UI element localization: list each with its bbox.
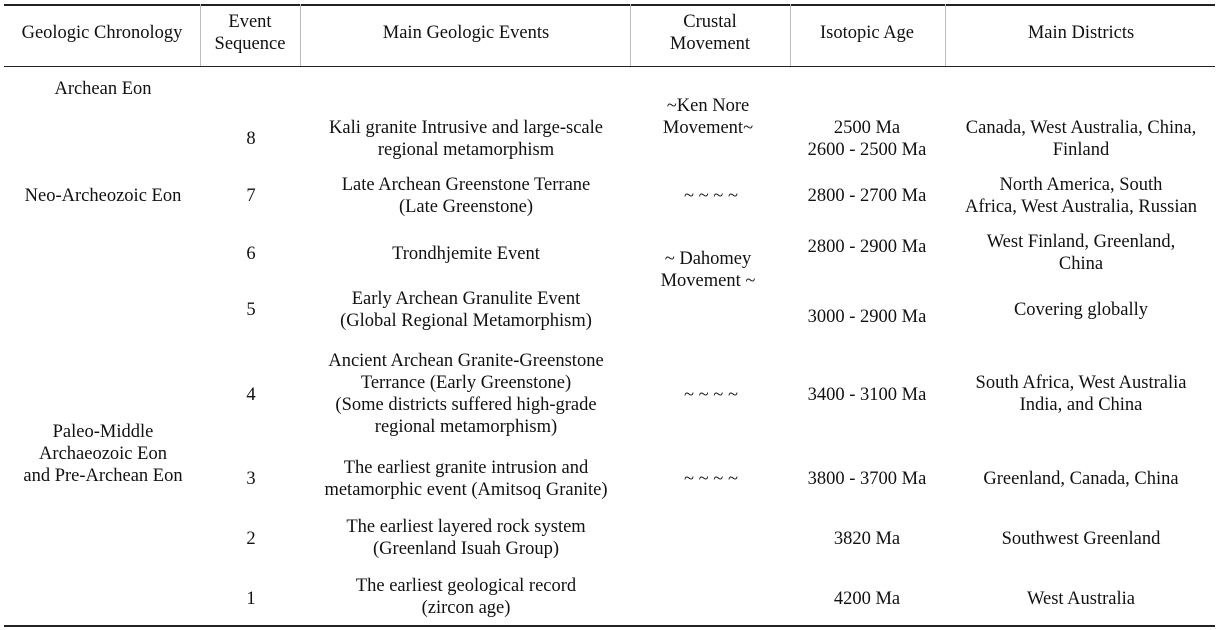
isotopic-age-cell: 2800 - 2700 Ma — [807, 186, 927, 206]
header-event-sequence: Event Sequence — [214, 12, 286, 54]
isotopic-age-cell: 3400 - 3100 Ma — [807, 385, 927, 405]
event-sequence-cell: 3 — [246, 469, 256, 489]
isotopic-age-cell: 2500 Ma 2600 - 2500 Ma — [807, 118, 927, 160]
table-header-rule — [4, 66, 1215, 67]
event-sequence-cell: 1 — [246, 589, 256, 609]
event-sequence-cell: 5 — [246, 300, 256, 320]
header-isotopic-age: Isotopic Age — [819, 23, 915, 43]
main-districts-cell: West Finland, Greenland, China — [986, 232, 1176, 274]
table-bottom-rule — [4, 625, 1215, 627]
movement-tilde-row-3: ~ ~ ~ ~ — [684, 469, 738, 489]
main-districts-cell: Southwest Greenland — [1001, 529, 1161, 549]
chronology-archean-eon: Archean Eon — [54, 79, 152, 99]
isotopic-age-cell: 3800 - 3700 Ma — [807, 469, 927, 489]
header-divider — [945, 4, 946, 66]
event-sequence-cell: 6 — [246, 244, 256, 264]
chronology-paleo-middle-archaeozoic-eon: Paleo-Middle Archaeozoic Eon and Pre-Archean Eon — [23, 422, 183, 486]
movement-dahomey: ~ Dahomey Movement ~ — [660, 249, 756, 291]
main-event-cell: Late Archean Greenstone Terrane (Late Greenstone) — [341, 175, 591, 217]
main-event-cell: The earliest layered rock system (Greenland Isuah Group) — [346, 517, 586, 559]
event-sequence-cell: 2 — [246, 529, 256, 549]
movement-tilde-row-7: ~ ~ ~ ~ — [684, 186, 738, 206]
main-districts-cell: North America, South Africa, West Australia, Russian — [965, 175, 1197, 217]
main-event-cell: The earliest geological record (zircon age) — [355, 576, 577, 618]
main-districts-cell: South Africa, West Australia India, and China — [975, 373, 1187, 415]
header-main-districts: Main Districts — [1027, 23, 1135, 43]
header-divider — [630, 4, 631, 66]
main-event-cell: Early Archean Granulite Event (Global Regional Metamorphism) — [340, 289, 592, 331]
main-districts-cell: Canada, West Australia, China, Finland — [965, 118, 1197, 160]
movement-ken-nore: ~Ken Nore Movement~ — [662, 96, 754, 138]
header-crustal-movement: Crustal Movement — [669, 12, 751, 54]
main-event-cell: Kali granite Intrusive and large-scale regional metamorphism — [329, 118, 603, 160]
movement-tilde-row-4: ~ ~ ~ ~ — [684, 385, 738, 405]
header-divider — [300, 4, 301, 66]
main-districts-cell: West Australia — [1027, 589, 1135, 609]
header-divider — [200, 4, 201, 66]
chronology-neo-archeozoic-eon: Neo-Archeozoic Eon — [24, 186, 182, 206]
header-divider — [790, 4, 791, 66]
event-sequence-cell: 4 — [246, 385, 256, 405]
event-sequence-cell: 8 — [246, 129, 256, 149]
isotopic-age-cell: 4200 Ma — [833, 589, 901, 609]
event-sequence-cell: 7 — [246, 186, 256, 206]
isotopic-age-cell: 3000 - 2900 Ma — [807, 307, 927, 327]
header-geologic-chronology: Geologic Chronology — [21, 23, 183, 43]
header-main-geologic-events: Main Geologic Events — [382, 23, 550, 43]
isotopic-age-cell: 2800 - 2900 Ma — [807, 237, 927, 257]
main-event-cell: Trondhjemite Event — [392, 244, 540, 264]
main-districts-cell: Covering globally — [1013, 300, 1149, 320]
main-event-cell: Ancient Archean Granite-Greenstone Terrance (Early Greenstone) (Some districts suffered high-grade regional metamorphism) — [328, 351, 604, 437]
isotopic-age-cell: 3820 Ma — [833, 529, 901, 549]
main-districts-cell: Greenland, Canada, China — [983, 469, 1179, 489]
main-event-cell: The earliest granite intrusion and metamorphic event (Amitsoq Granite) — [324, 458, 608, 500]
